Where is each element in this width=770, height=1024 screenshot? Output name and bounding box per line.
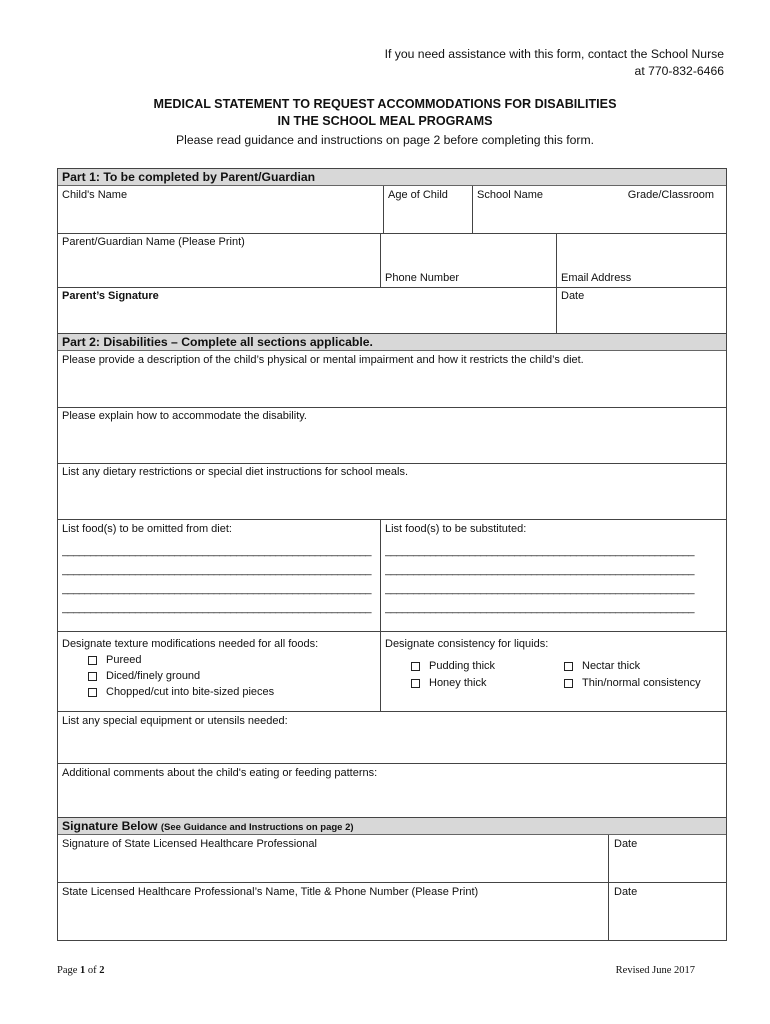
comments-row[interactable] <box>58 764 726 818</box>
email-address-label: Email Address <box>561 272 632 284</box>
consistency-option-label: Thin/normal consistency <box>582 677 701 689</box>
foods-substituted-field[interactable] <box>380 520 726 631</box>
consistency-option-nectar[interactable] <box>564 658 701 674</box>
professional-signature-field[interactable] <box>58 835 608 882</box>
consistency-option-thin[interactable] <box>564 675 701 691</box>
parent-date-label: Date <box>561 290 585 302</box>
texture-option-label: Pureed <box>106 654 142 666</box>
form-title <box>0 96 770 130</box>
foods-row <box>58 520 726 632</box>
consistency-option-honey[interactable] <box>411 675 495 691</box>
grade-classroom-label: Grade/Classroom <box>627 189 714 201</box>
omitted-line-2[interactable]: _______________________________________________________ <box>62 564 371 576</box>
assistance-note <box>385 46 724 80</box>
texture-label: Designate texture modifications needed for all foods: <box>62 638 319 650</box>
assistance-line-2: at 770-832-6466 <box>634 64 724 78</box>
assistance-line-1: If you need assistance with this form, contact the School Nurse <box>384 47 724 61</box>
accommodate-row[interactable] <box>58 408 726 464</box>
consistency-section <box>380 632 726 711</box>
page-total: 2 <box>99 965 105 976</box>
equipment-row[interactable] <box>58 712 726 764</box>
dietary-restrictions-row[interactable] <box>58 464 726 520</box>
phone-number-field[interactable] <box>380 234 556 287</box>
childs-name-label: Child's Name <box>62 189 128 201</box>
part2-header: Part 2: Disabilities – Complete all sections applicable. <box>58 334 726 351</box>
parent-name-label: Parent/Guardian Name (Please Print) <box>62 236 245 248</box>
grade-classroom-field[interactable] <box>612 186 726 233</box>
parent-name-field[interactable] <box>58 234 380 287</box>
parent-signature-row <box>58 288 726 334</box>
professional-name-label: State Licensed Healthcare Professional’s Name, Title & Phone Number (Please Print) <box>62 886 479 898</box>
foods-substituted-label: List food(s) to be substituted: <box>385 523 527 535</box>
parents-signature-label: Parent’s Signature <box>62 290 159 302</box>
professional-name-date-field[interactable] <box>608 883 726 940</box>
comments-label: Additional comments about the child's eating or feeding patterns: <box>62 767 378 779</box>
texture-option-pureed[interactable] <box>88 652 376 668</box>
school-name-label: School Name <box>477 189 544 201</box>
parent-info-row <box>58 234 726 288</box>
equipment-label: List any special equipment or utensils needed: <box>62 715 288 727</box>
phone-number-label: Phone Number <box>385 272 459 284</box>
part1-header: Part 1: To be completed by Parent/Guardian <box>58 169 726 186</box>
omitted-line-1[interactable]: _______________________________________________________ <box>62 545 371 557</box>
signature-header-label: Signature Below <box>62 819 158 833</box>
professional-signature-row <box>58 835 726 883</box>
form-table <box>57 168 727 941</box>
consistency-label: Designate consistency for liquids: <box>385 638 549 650</box>
foods-omitted-field[interactable] <box>58 520 380 631</box>
consistency-option-pudding[interactable] <box>411 658 495 674</box>
parent-date-field[interactable] <box>556 288 726 333</box>
signature-header <box>58 818 726 835</box>
school-name-field[interactable] <box>472 186 612 233</box>
omitted-line-3[interactable]: _______________________________________________________ <box>62 583 371 595</box>
parents-signature-field[interactable] <box>58 288 556 333</box>
checkbox-icon[interactable] <box>564 679 573 688</box>
page-number <box>57 965 105 976</box>
texture-consistency-row <box>58 632 726 712</box>
page-of: of <box>85 965 100 976</box>
childs-name-field[interactable] <box>58 186 383 233</box>
checkbox-icon[interactable] <box>88 656 97 665</box>
accommodate-label: Please explain how to accommodate the disability. <box>62 410 307 422</box>
texture-option-chopped[interactable] <box>88 684 376 700</box>
checkbox-icon[interactable] <box>411 679 420 688</box>
professional-signature-date-field[interactable] <box>608 835 726 882</box>
professional-name-date-label: Date <box>614 886 638 898</box>
texture-section <box>58 632 380 711</box>
impairment-description-label: Please provide a description of the child’s physical or mental impairment and how it restricts the child’s diet. <box>62 354 584 366</box>
foods-omitted-label: List food(s) to be omitted from diet: <box>62 523 232 535</box>
form-title-line-2: IN THE SCHOOL MEAL PROGRAMS <box>277 114 493 128</box>
consistency-option-label: Pudding thick <box>429 660 496 672</box>
texture-option-label: Diced/finely ground <box>106 670 201 682</box>
page-current: 1 <box>80 965 86 976</box>
texture-option-diced[interactable] <box>88 668 376 684</box>
checkbox-icon[interactable] <box>411 662 420 671</box>
checkbox-icon[interactable] <box>564 662 573 671</box>
child-info-row <box>58 186 726 234</box>
substituted-line-2[interactable]: _______________________________________________________ <box>385 564 694 576</box>
omitted-line-4[interactable]: _______________________________________________________ <box>62 602 371 614</box>
professional-signature-label: Signature of State Licensed Healthcare Professional <box>62 838 317 850</box>
email-address-field[interactable] <box>556 234 726 287</box>
age-of-child-label: Age of Child <box>388 189 448 201</box>
professional-name-field[interactable] <box>58 883 608 940</box>
professional-name-row <box>58 883 726 940</box>
substituted-line-4[interactable]: _______________________________________________________ <box>385 602 694 614</box>
dietary-restrictions-label: List any dietary restrictions or special diet instructions for school meals. <box>62 466 409 478</box>
checkbox-icon[interactable] <box>88 672 97 681</box>
signature-header-note: (See Guidance and Instructions on page 2) <box>160 822 354 833</box>
age-of-child-field[interactable] <box>383 186 472 233</box>
consistency-option-label: Nectar thick <box>582 660 641 672</box>
substituted-line-3[interactable]: _______________________________________________________ <box>385 583 694 595</box>
form-subtitle: Please read guidance and instructions on page 2 before completing this form. <box>175 133 595 147</box>
checkbox-icon[interactable] <box>88 688 97 697</box>
professional-signature-date-label: Date <box>614 838 638 850</box>
form-title-line-1: MEDICAL STATEMENT TO REQUEST ACCOMMODATIONS FOR DISABILITIES <box>153 97 617 111</box>
texture-option-label: Chopped/cut into bite-sized pieces <box>106 686 275 698</box>
revised-date: Revised June 2017 <box>615 965 695 976</box>
consistency-option-label: Honey thick <box>429 677 487 689</box>
impairment-description-row[interactable] <box>58 351 726 408</box>
page-prefix: Page <box>57 965 81 976</box>
substituted-line-1[interactable]: _______________________________________________________ <box>385 545 694 557</box>
